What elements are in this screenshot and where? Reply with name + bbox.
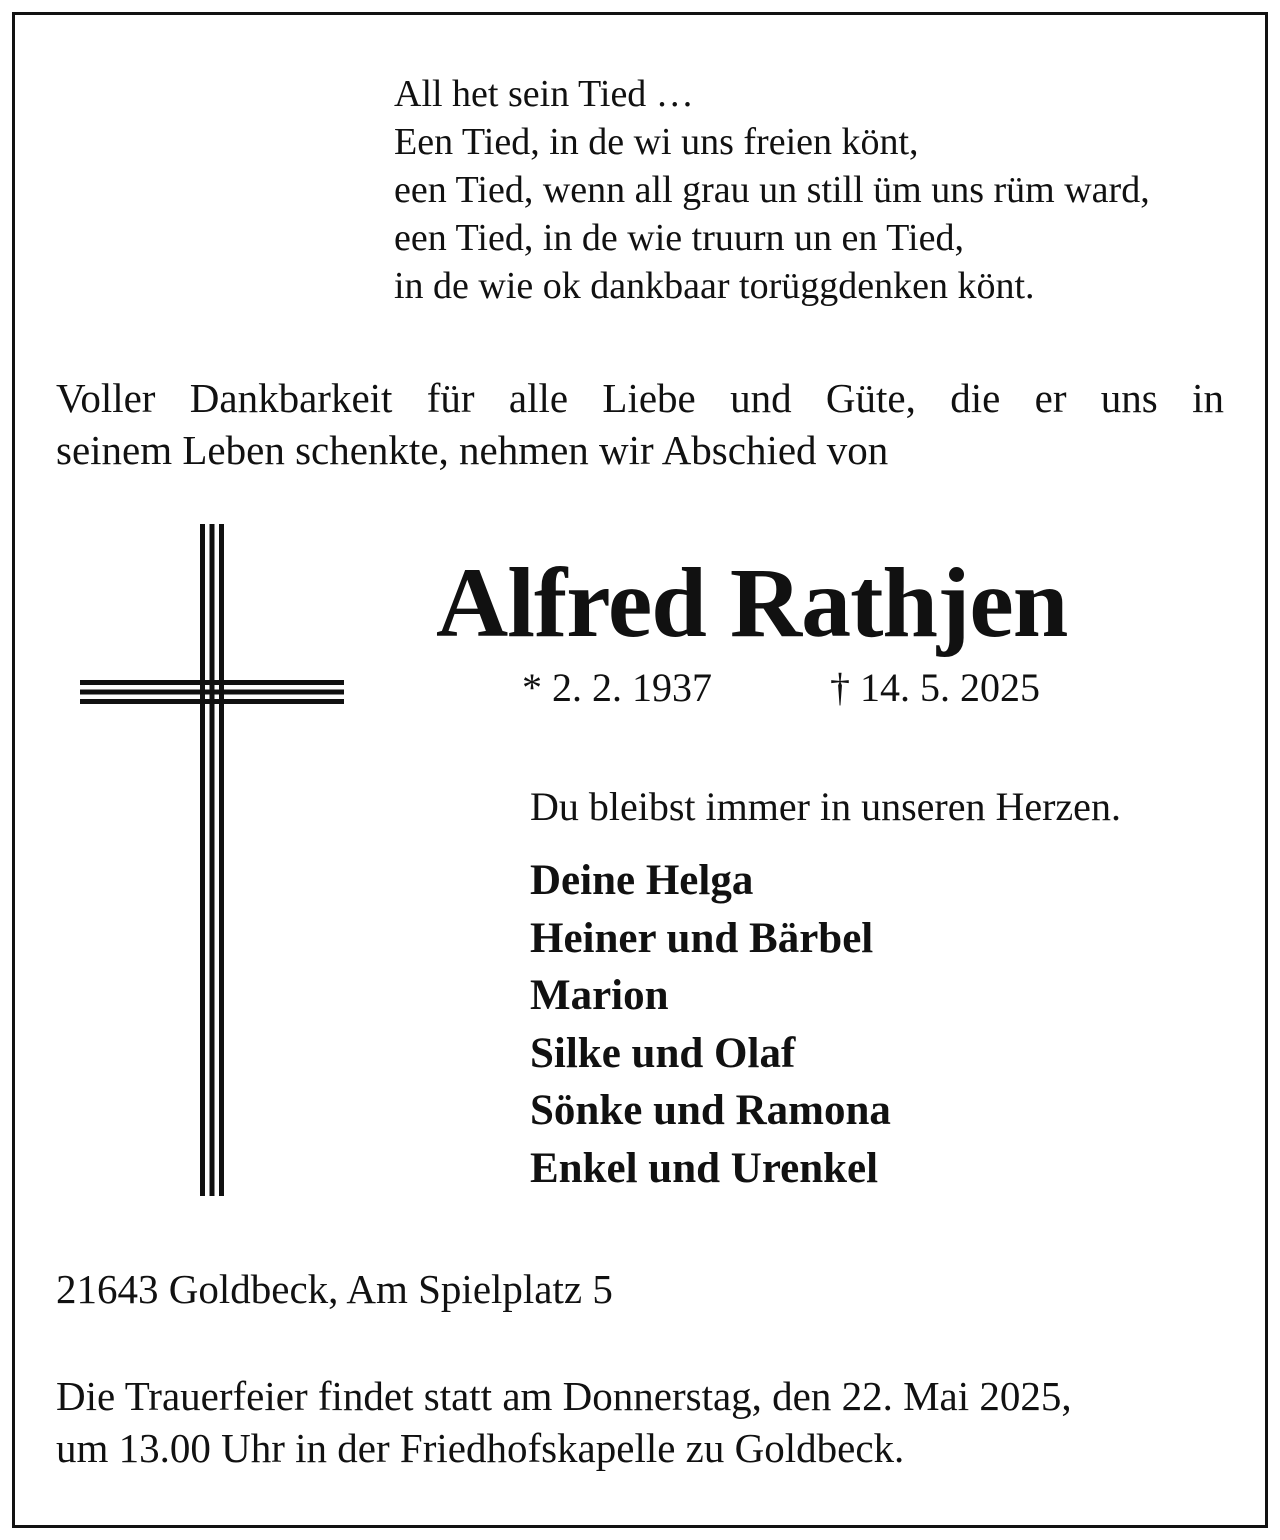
death-date: † 14. 5. 2025	[830, 665, 1040, 710]
poem-line: een Tied, in de wie truurn un en Tied,	[394, 217, 964, 259]
poem-line: Een Tied, in de wi uns freien könt,	[394, 121, 919, 163]
service-line: Die Trauerfeier findet statt am Donnerstag, den 22. Mai 2025,	[56, 1373, 1072, 1419]
intro-line: Voller Dankbarkeit für alle Liebe und Güte, die er uns in	[56, 375, 1224, 421]
service-info	[56, 1370, 1072, 1474]
service-line: um 13.00 Uhr in der Friedhofskapelle zu Goldbeck.	[56, 1425, 905, 1471]
family-member: Marion	[530, 972, 669, 1019]
intro-line: seinem Leben schenkte, nehmen wir Abschied von	[56, 427, 889, 473]
family-member: Silke und Olaf	[530, 1029, 796, 1077]
address: 21643 Goldbeck, Am Spielplatz 5	[56, 1266, 613, 1312]
deceased-name: Alfred Rathjen	[436, 547, 1068, 658]
motto: Du bleibst immer in unseren Herzen.	[530, 784, 1121, 829]
birth-date: * 2. 2. 1937	[522, 665, 712, 710]
cross-icon	[80, 524, 344, 1196]
poem-line: in de wie ok dankbaar torüggdenken könt.	[394, 265, 1035, 307]
poem-line: een Tied, wenn all grau un still üm uns rüm ward,	[394, 169, 1150, 211]
intro-text	[56, 372, 1224, 476]
family-list	[530, 852, 891, 1197]
family-member: Sönke und Ramona	[530, 1087, 891, 1134]
poem-line: All het sein Tied …	[394, 73, 694, 115]
family-member: Heiner und Bärbel	[530, 914, 874, 962]
family-member: Enkel und Urenkel	[530, 1144, 879, 1192]
family-member: Deine Helga	[530, 857, 754, 904]
poem	[394, 70, 1254, 310]
